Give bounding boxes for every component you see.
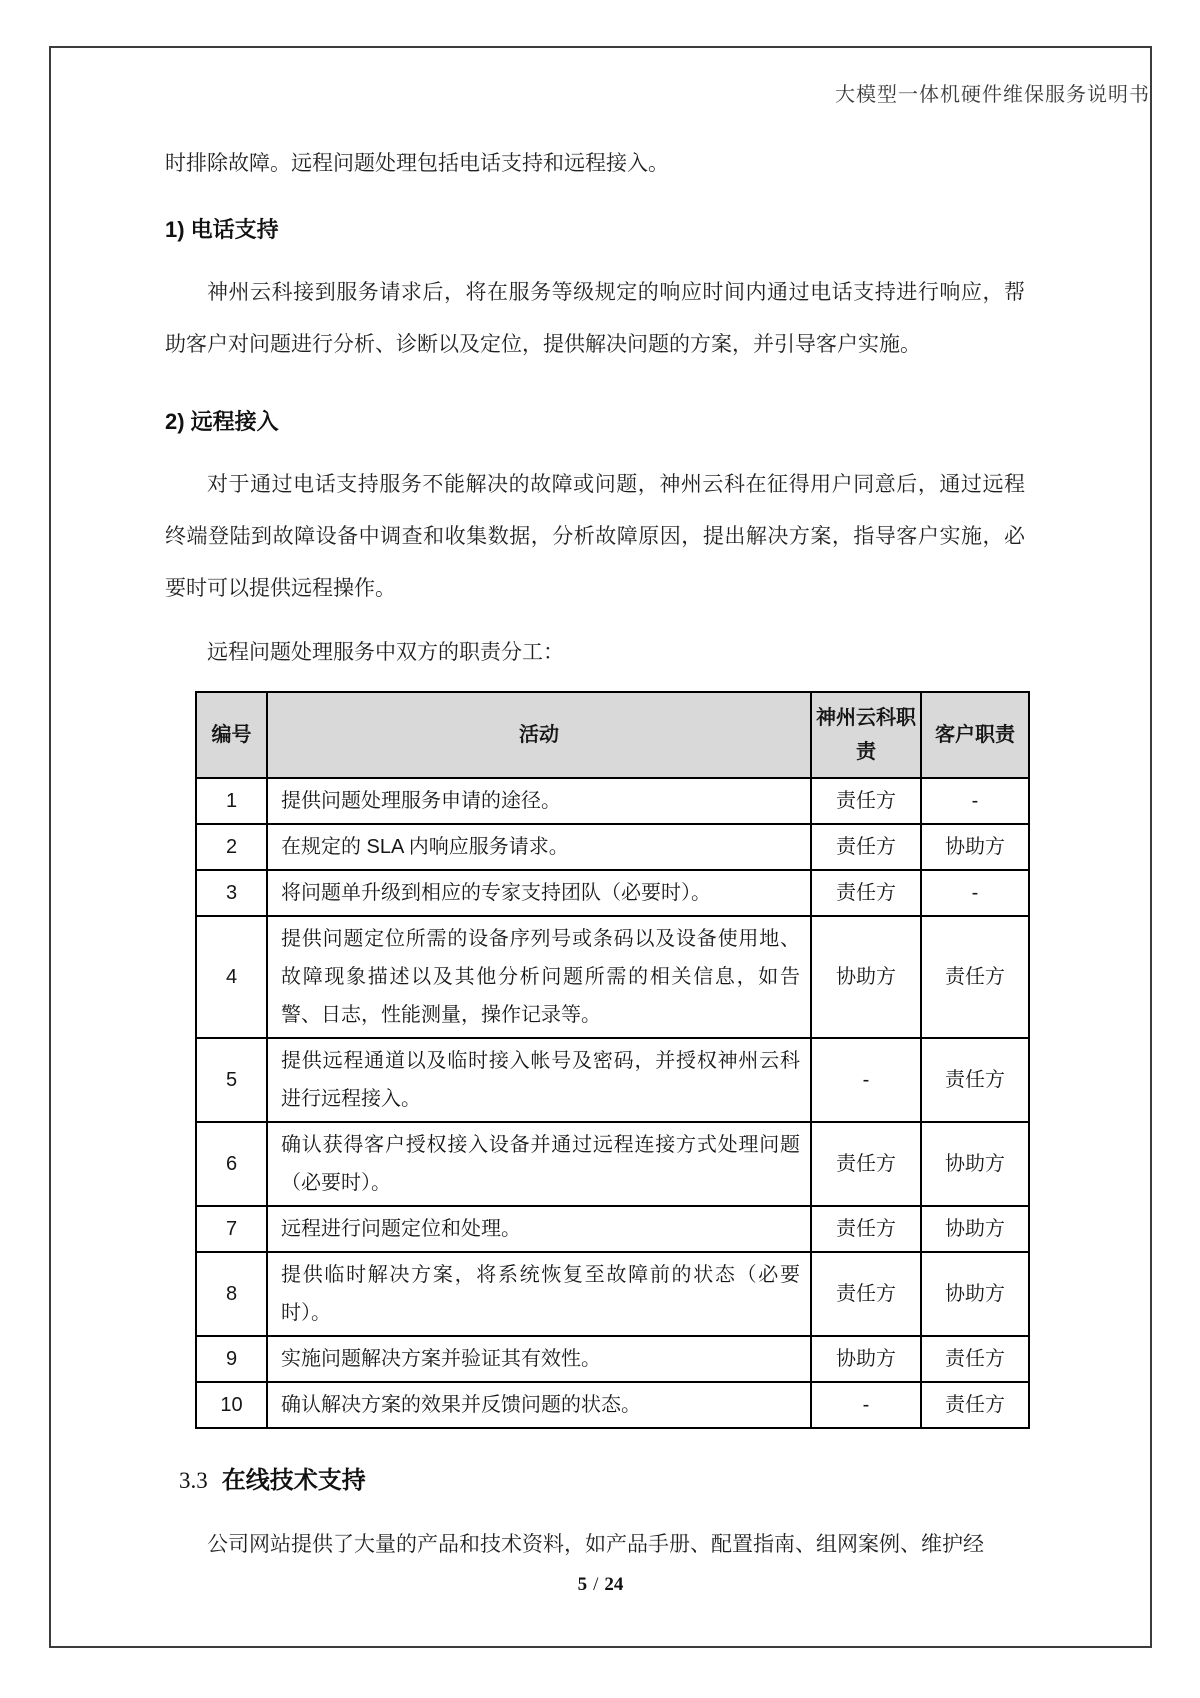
page-footer xyxy=(51,1574,1150,1596)
cell-vendor-duty: 责任方 xyxy=(811,824,921,870)
cell-activity: 实施问题解决方案并验证其有效性。 xyxy=(267,1336,811,1382)
intro-continuation-text: 时排除故障。远程问题处理包括电话支持和远程接入。 xyxy=(165,152,669,175)
cell-customer-duty: 协助方 xyxy=(921,1252,1029,1336)
table-row xyxy=(196,870,1029,916)
cell-activity: 提供临时解决方案，将系统恢复至故障前的状态（必要时）。 xyxy=(267,1252,811,1336)
cell-activity: 提供问题处理服务申请的途径。 xyxy=(267,778,811,824)
cell-customer-duty: 责任方 xyxy=(921,916,1029,1038)
page-header xyxy=(51,78,1150,107)
table-row xyxy=(196,824,1029,870)
table-header-row xyxy=(196,692,1029,778)
cell-id: 7 xyxy=(196,1206,267,1252)
cell-activity: 远程进行问题定位和处理。 xyxy=(267,1206,811,1252)
cell-customer-duty: 责任方 xyxy=(921,1038,1029,1122)
cell-id: 3 xyxy=(196,870,267,916)
heading-phone-support: 1) 电话支持 xyxy=(165,217,279,242)
paragraph-phone-support: 神州云科接到服务请求后，将在服务等级规定的响应时间内通过电话支持进行响应，帮助客户对问题进行分析、诊断以及定位，提供解决问题的方案，并引导客户实施。 xyxy=(165,281,1025,356)
section-title: 在线技术支持 xyxy=(221,1467,366,1494)
column-header-id: 编号 xyxy=(196,692,267,778)
cell-customer-duty: 责任方 xyxy=(921,1382,1029,1428)
cell-vendor-duty: 责任方 xyxy=(811,1252,921,1336)
cell-customer-duty: 责任方 xyxy=(921,1336,1029,1382)
table-row xyxy=(196,916,1029,1038)
cell-activity: 将问题单升级到相应的专家支持团队（必要时）。 xyxy=(267,870,811,916)
section-number: 3.3 xyxy=(179,1468,208,1493)
cell-id: 2 xyxy=(196,824,267,870)
table-row xyxy=(196,1206,1029,1252)
cell-vendor-duty: 协助方 xyxy=(811,916,921,1038)
document-content xyxy=(51,149,1150,1560)
paragraph-remote-access: 对于通过电话支持服务不能解决的故障或问题，神州云科在征得用户同意后，通过远程终端登陆到故障设备中调查和收集数据，分析故障原因，提出解决方案，指导客户实施，必要时可以提供远程操作。 xyxy=(165,473,1025,600)
document-page xyxy=(49,46,1152,1648)
cell-activity: 提供远程通道以及临时接入帐号及密码，并授权神州云科进行远程接入。 xyxy=(267,1038,811,1122)
cell-vendor-duty: 协助方 xyxy=(811,1336,921,1382)
cell-activity: 在规定的 SLA 内响应服务请求。 xyxy=(267,824,811,870)
heading-remote-access: 2) 远程接入 xyxy=(165,409,279,434)
cell-vendor-duty: 责任方 xyxy=(811,1122,921,1206)
cell-customer-duty: - xyxy=(921,778,1029,824)
paragraph-online-support: 公司网站提供了大量的产品和技术资料，如产品手册、配置指南、组网案例、维护经 xyxy=(207,1533,984,1556)
cell-id: 6 xyxy=(196,1122,267,1206)
cell-vendor-duty: 责任方 xyxy=(811,1206,921,1252)
cell-activity: 确认获得客户授权接入设备并通过远程连接方式处理问题（必要时）。 xyxy=(267,1122,811,1206)
table-row xyxy=(196,1336,1029,1382)
section-heading-3-3 xyxy=(179,1463,1025,1502)
cell-customer-duty: - xyxy=(921,870,1029,916)
responsibility-table xyxy=(195,691,1030,1429)
cell-id: 9 xyxy=(196,1336,267,1382)
cell-id: 1 xyxy=(196,778,267,824)
cell-vendor-duty: - xyxy=(811,1038,921,1122)
current-page-number: 5 xyxy=(577,1574,588,1595)
cell-id: 5 xyxy=(196,1038,267,1122)
cell-vendor-duty: 责任方 xyxy=(811,778,921,824)
cell-activity: 确认解决方案的效果并反馈问题的状态。 xyxy=(267,1382,811,1428)
cell-vendor-duty: - xyxy=(811,1382,921,1428)
column-header-customer-duty: 客户职责 xyxy=(921,692,1029,778)
page-separator: / xyxy=(593,1574,599,1595)
cell-id: 4 xyxy=(196,916,267,1038)
cell-customer-duty: 协助方 xyxy=(921,824,1029,870)
duty-split-intro: 远程问题处理服务中双方的职责分工： xyxy=(207,641,564,664)
total-page-count: 24 xyxy=(604,1574,624,1595)
table-row xyxy=(196,1038,1029,1122)
column-header-activity: 活动 xyxy=(267,692,811,778)
cell-customer-duty: 协助方 xyxy=(921,1206,1029,1252)
cell-customer-duty: 协助方 xyxy=(921,1122,1029,1206)
cell-id: 10 xyxy=(196,1382,267,1428)
table-row xyxy=(196,1382,1029,1428)
header-title: 大模型一体机硬件维保服务说明书 xyxy=(835,84,1150,106)
cell-activity: 提供问题定位所需的设备序列号或条码以及设备使用地、故障现象描述以及其他分析问题所需的相关信息，如告警、日志，性能测量，操作记录等。 xyxy=(267,916,811,1038)
table-row xyxy=(196,778,1029,824)
cell-vendor-duty: 责任方 xyxy=(811,870,921,916)
table-row xyxy=(196,1122,1029,1206)
table-row xyxy=(196,1252,1029,1336)
cell-id: 8 xyxy=(196,1252,267,1336)
column-header-vendor-duty: 神州云科职责 xyxy=(811,692,921,778)
